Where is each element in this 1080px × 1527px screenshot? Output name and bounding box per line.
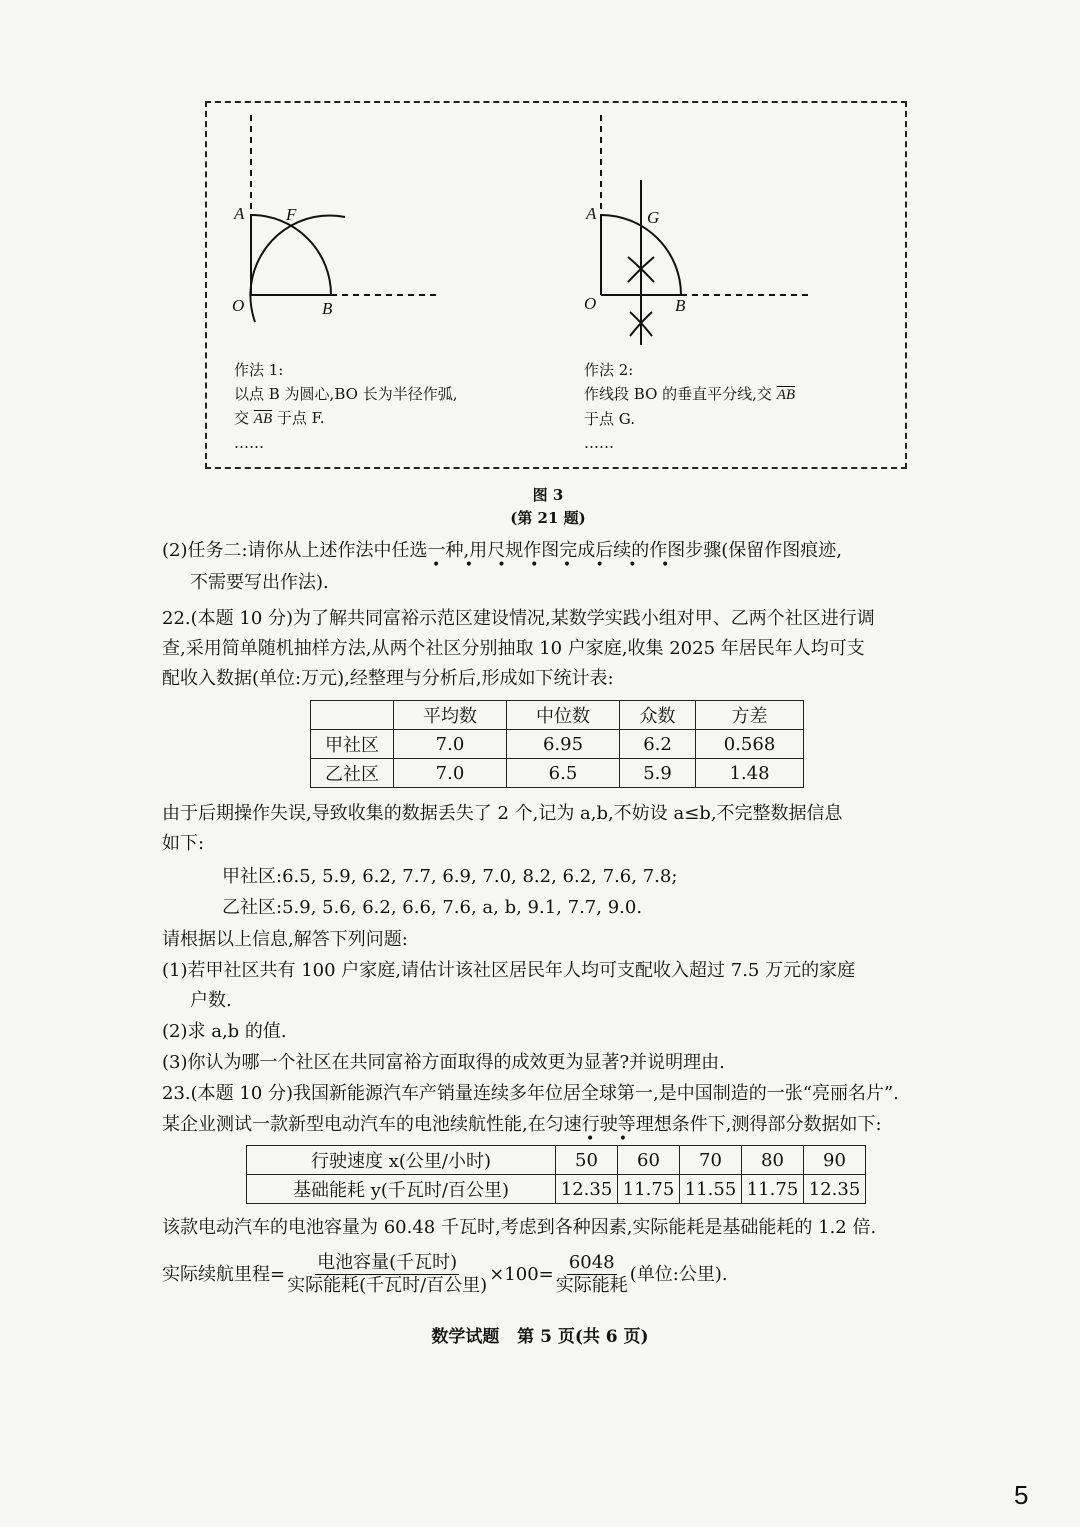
q22-p3: (3)你认为哪一个社区在共同富裕方面取得的成效更为显著?并说明理由. <box>162 1052 725 1073</box>
emphasis-dots-2: • • <box>586 1131 637 1147</box>
right-label-O: O <box>584 294 597 313</box>
q22-row-jia-median: 6.95 <box>507 730 620 759</box>
right-method-arc: $\overline{AB}$ <box>776 387 796 403</box>
q22-header-empty <box>311 701 394 730</box>
formula-unit: (单位:公里). <box>629 1263 728 1285</box>
page-footer: 数学试题 第 5 页(共 6 页) <box>431 1327 649 1347</box>
q22-after1: 由于后期操作失误,导致收集的数据丢失了 2 个,记为 a,b,不妨设 a≤b,不完整数据信息 <box>162 803 843 824</box>
q23-speed-4: 80 <box>742 1146 804 1175</box>
figure-caption: 图 3 <box>532 486 564 504</box>
right-label-G: G <box>647 208 660 227</box>
right-method-line1: 作线段 BO 的垂直平分线,交 <box>584 385 777 403</box>
q22-line1: 22.(本题 10 分)为了解共同富裕示范区建设情况,某数学实践小组对甲、乙两个社区进行调 <box>162 608 875 629</box>
q23-speed-3: 70 <box>680 1146 742 1175</box>
q22-line3: 配收入数据(单位:万元),经整理与分析后,形成如下统计表: <box>162 668 614 689</box>
formula-frac1-denominator: 实际能耗(千瓦时/百公里) <box>287 1275 488 1296</box>
table-row <box>311 730 804 759</box>
q23-capacity-line: 该款电动汽车的电池容量为 60.48 千瓦时,考虑到各种因素,实际能耗是基础能耗的 1.2 倍. <box>162 1217 877 1238</box>
right-method <box>584 358 795 455</box>
left-method-arc: $\overline{AB}$ <box>253 411 273 427</box>
q22-ask: 请根据以上信息,解答下列问题: <box>162 929 408 950</box>
q23-speed-5: 90 <box>804 1146 866 1175</box>
right-method-line2: 于点 G. <box>584 410 635 428</box>
q23-speed-2: 60 <box>618 1146 680 1175</box>
figure-subcaption: (第 21 题) <box>510 509 586 527</box>
left-method-line2-suffix: 于点 F. <box>272 409 325 427</box>
q23-speed-1: 50 <box>556 1146 618 1175</box>
figure-3-drawings <box>0 0 1080 480</box>
q22-row-jia-label: 甲社区 <box>311 730 394 759</box>
q22-row-yi-mean: 7.0 <box>394 759 507 788</box>
page-number: 5 <box>1014 1480 1029 1510</box>
q22-row-jia-mode: 6.2 <box>620 730 696 759</box>
q22-stat-table <box>310 700 804 788</box>
left-construction <box>250 115 440 322</box>
q22-header-mean: 平均数 <box>394 701 507 730</box>
q21-task2-line2: 不需要写出作法). <box>190 572 329 593</box>
left-label-F: F <box>286 205 297 224</box>
q22-row-yi-median: 6.5 <box>507 759 620 788</box>
left-label-O: O <box>232 296 245 315</box>
q22-p2: (2)求 a,b 的值. <box>162 1021 287 1042</box>
q23-energy-1: 12.35 <box>556 1175 618 1204</box>
right-label-B: B <box>675 296 686 315</box>
right-label-A: A <box>586 204 597 223</box>
formula-times: ×100= <box>489 1263 554 1285</box>
left-method-line1: 以点 B 为圆心,BO 长为半径作弧, <box>234 385 458 403</box>
right-construction <box>601 115 810 345</box>
right-method-line1-wrap <box>584 382 795 407</box>
formula-frac2-numerator: 6048 <box>568 1252 615 1273</box>
q22-header-mode: 众数 <box>620 701 696 730</box>
right-method-title: 作法 2: <box>584 361 634 379</box>
table-row <box>247 1175 866 1204</box>
q22-row-jia-variance: 0.568 <box>696 730 804 759</box>
q21-task2-line1: (2)任务二:请你从上述作法中任选一种,用尺规作图完成后续的作图步骤(保留作图痕迹, <box>162 540 843 561</box>
left-method-title: 作法 1: <box>234 361 284 379</box>
left-label-A: A <box>234 204 245 223</box>
formula-lhs: 实际续航里程= <box>162 1263 286 1285</box>
q23-formula <box>162 1252 728 1297</box>
q22-line2: 查,采用简单随机抽样方法,从两个社区分别抽取 10 户家庭,收集 2025 年居民年人均可支 <box>162 638 865 659</box>
right-method-line3: …… <box>584 434 614 452</box>
emphasis-dots: • • • • • • • • <box>432 557 680 573</box>
table-row <box>247 1146 866 1175</box>
q22-row-yi-variance: 1.48 <box>696 759 804 788</box>
formula-frac1-numerator: 电池容量(千瓦时) <box>317 1252 458 1273</box>
left-arc-AB <box>251 215 331 295</box>
q23-speed-label: 行驶速度 x(公里/小时) <box>247 1146 556 1175</box>
q23-energy-2: 11.75 <box>618 1175 680 1204</box>
q23-energy-label: 基础能耗 y(千瓦时/百公里) <box>247 1175 556 1204</box>
q22-p1-line1: (1)若甲社区共有 100 户家庭,请估计该社区居民年人均可支配收入超过 7.5 万元的家庭 <box>162 960 856 981</box>
q23-line2: 某企业测试一款新型电动汽车的电池续航性能,在匀速行驶等理想条件下,测得部分数据如下: <box>162 1114 882 1135</box>
q23-energy-3: 11.55 <box>680 1175 742 1204</box>
q22-header-variance: 方差 <box>696 701 804 730</box>
q22-row-jia-mean: 7.0 <box>394 730 507 759</box>
q22-after2: 如下: <box>162 833 205 854</box>
q22-row-yi-mode: 5.9 <box>620 759 696 788</box>
formula-frac2-denominator: 实际能耗 <box>555 1275 628 1296</box>
left-method-line2-prefix: 交 <box>234 409 254 427</box>
left-method-line2 <box>234 406 457 431</box>
left-method-line3: …… <box>234 434 264 452</box>
q22-table-header-row <box>311 701 804 730</box>
q23-energy-4: 11.75 <box>742 1175 804 1204</box>
q23-data-table <box>246 1145 866 1204</box>
formula-fraction-2 <box>554 1252 630 1297</box>
q22-data-jia: 甲社区:6.5, 5.9, 6.2, 7.7, 6.9, 7.0, 8.2, 6.2, 7.6, 7.8; <box>222 866 678 887</box>
q23-energy-5: 12.35 <box>804 1175 866 1204</box>
q22-p1-line2: 户数. <box>190 990 232 1011</box>
q22-row-yi-label: 乙社区 <box>311 759 394 788</box>
left-label-B: B <box>322 299 333 318</box>
q22-header-median: 中位数 <box>507 701 620 730</box>
q23-line1: 23.(本题 10 分)我国新能源汽车产销量连续多年位居全球第一,是中国制造的一张“亮丽名片”. <box>162 1083 899 1104</box>
formula-fraction-1 <box>285 1252 489 1297</box>
left-method <box>234 358 457 455</box>
table-row <box>311 759 804 788</box>
q22-data-yi: 乙社区:5.9, 5.6, 6.2, 6.6, 7.6, a, b, 9.1, 7.7, 9.0. <box>222 897 643 918</box>
